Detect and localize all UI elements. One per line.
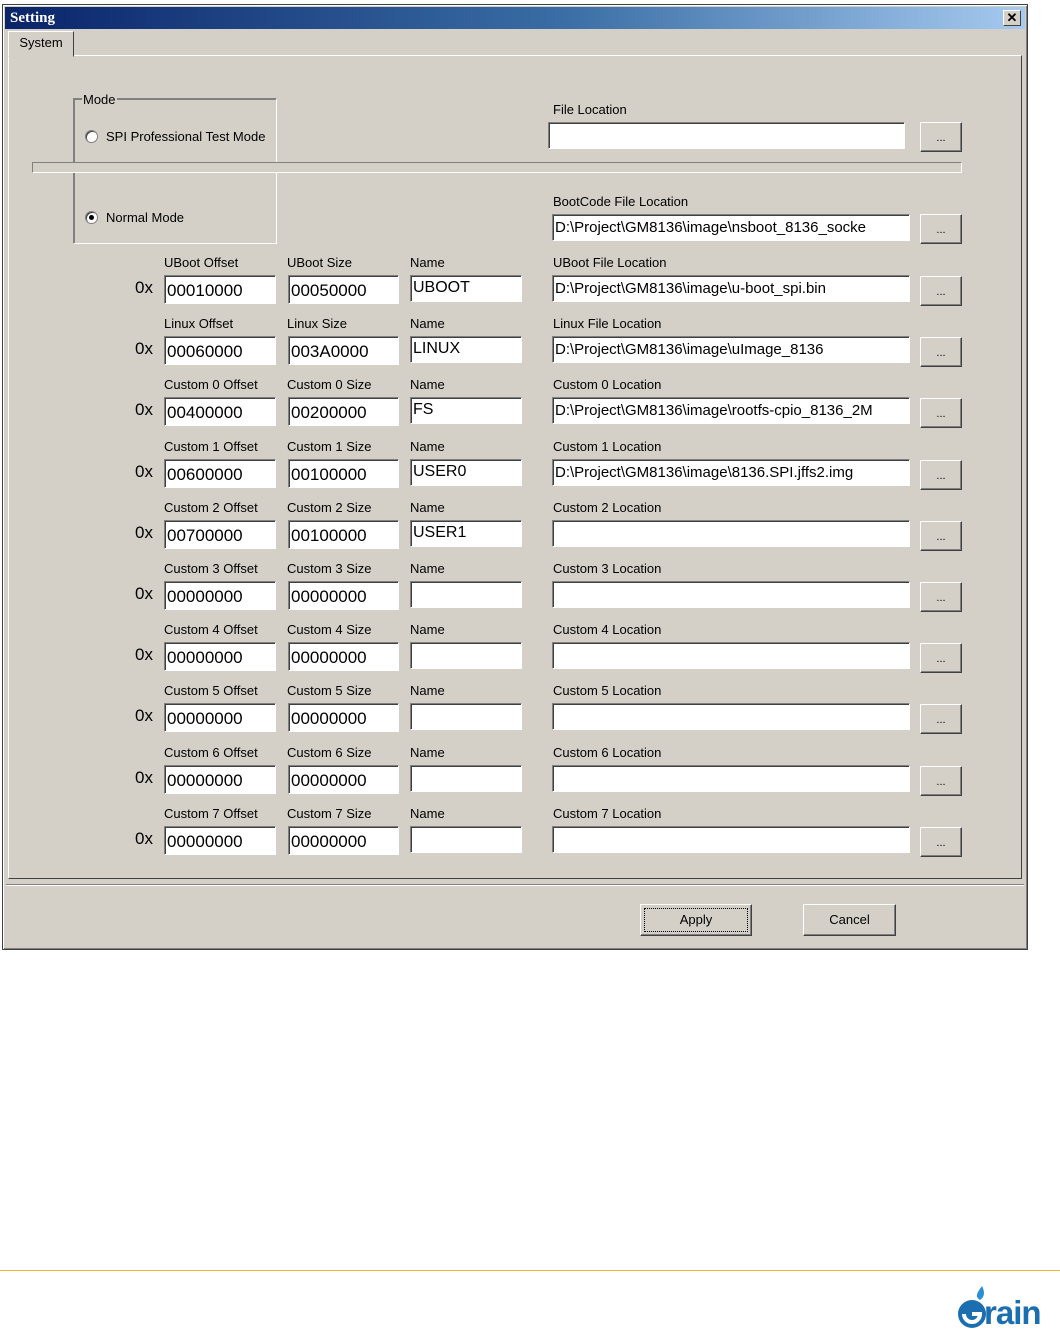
hex-prefix: 0x — [135, 829, 153, 848]
location-input[interactable] — [552, 826, 910, 853]
location-label: Custom 6 Location — [553, 745, 662, 760]
spi-mode-label[interactable]: SPI Professional Test Mode — [106, 129, 266, 144]
location-label: Custom 4 Location — [553, 622, 662, 637]
location-label: Custom 7 Location — [553, 806, 662, 821]
location-label: Custom 2 Location — [553, 500, 662, 515]
size-label: Custom 4 Size — [287, 622, 372, 637]
normal-mode-radio[interactable] — [85, 211, 98, 224]
close-button[interactable]: ✕ — [1003, 10, 1021, 26]
apply-label: Apply — [679, 912, 713, 927]
name-label: Name — [410, 500, 445, 515]
size-label: UBoot Size — [287, 255, 353, 270]
grain-logo-text: rain — [984, 1294, 1041, 1331]
name-label: Name — [410, 561, 445, 576]
size-input[interactable]: 00000000 — [288, 642, 399, 671]
location-input[interactable]: D:\Project\GM8136\image\rootfs-cpio_8136_2M — [552, 397, 910, 424]
size-input[interactable]: 00000000 — [288, 703, 399, 732]
offset-input[interactable]: 00400000 — [164, 397, 276, 426]
apply-focus-rect — [644, 908, 748, 932]
spi-mode-radio[interactable] — [85, 130, 98, 143]
mode-group-label: Mode — [83, 92, 116, 107]
name-label: Name — [410, 683, 445, 698]
name-input[interactable]: LINUX — [410, 336, 522, 363]
location-input[interactable] — [552, 703, 910, 730]
name-input[interactable] — [410, 581, 522, 608]
offset-input[interactable]: 00000000 — [164, 826, 276, 855]
name-label: Name — [410, 439, 445, 454]
file-location-input[interactable] — [548, 122, 905, 149]
location-label: Custom 0 Location — [553, 377, 662, 392]
offset-label: Linux Offset — [164, 316, 234, 331]
size-input[interactable]: 00000000 — [288, 765, 399, 794]
hex-prefix: 0x — [135, 278, 153, 297]
location-browse-button[interactable]: ... — [920, 521, 962, 551]
location-browse-button[interactable]: ... — [920, 704, 962, 734]
size-label: Custom 5 Size — [287, 683, 372, 698]
offset-input[interactable]: 00000000 — [164, 642, 276, 671]
cancel-button[interactable]: Cancel — [803, 904, 896, 936]
title-bar — [5, 7, 1025, 29]
location-browse-button[interactable]: ... — [920, 337, 962, 367]
bootcode-input[interactable]: D:\Project\GM8136\image\nsboot_8136_socke — [552, 214, 910, 241]
location-label: Custom 1 Location — [553, 439, 662, 454]
size-label: Custom 0 Size — [287, 377, 372, 392]
offset-label: UBoot Offset — [164, 255, 239, 270]
bootcode-browse-button[interactable]: ... — [920, 214, 962, 244]
name-input[interactable] — [410, 826, 522, 853]
offset-label: Custom 3 Offset — [164, 561, 258, 576]
location-browse-button[interactable]: ... — [920, 276, 962, 306]
offset-label: Custom 7 Offset — [164, 806, 258, 821]
location-input[interactable]: D:\Project\GM8136\image\uImage_8136 — [552, 336, 910, 363]
file-location-browse-button[interactable]: ... — [920, 122, 962, 152]
window-title: Setting — [10, 10, 55, 26]
location-label: Custom 3 Location — [553, 561, 662, 576]
size-input[interactable]: 003A0000 — [288, 336, 399, 365]
size-label: Custom 7 Size — [287, 806, 372, 821]
offset-input[interactable]: 00010000 — [164, 275, 276, 304]
name-input[interactable] — [410, 642, 522, 669]
offset-input[interactable]: 00060000 — [164, 336, 276, 365]
hex-prefix: 0x — [135, 584, 153, 603]
name-label: Name — [410, 745, 445, 760]
location-browse-button[interactable]: ... — [920, 766, 962, 796]
location-input[interactable] — [552, 520, 910, 547]
apply-button[interactable] — [640, 904, 752, 936]
tab-system[interactable]: System — [8, 31, 74, 57]
name-input[interactable]: UBOOT — [410, 275, 522, 302]
name-label: Name — [410, 316, 445, 331]
location-label: Linux File Location — [553, 316, 662, 331]
offset-label: Custom 5 Offset — [164, 683, 258, 698]
size-label: Custom 6 Size — [287, 745, 372, 760]
offset-label: Custom 1 Offset — [164, 439, 258, 454]
location-label: Custom 5 Location — [553, 683, 662, 698]
hex-prefix: 0x — [135, 768, 153, 787]
hex-prefix: 0x — [135, 645, 153, 664]
size-label: Custom 2 Size — [287, 500, 372, 515]
offset-label: Custom 4 Offset — [164, 622, 258, 637]
size-input[interactable]: 00000000 — [288, 826, 399, 855]
size-input[interactable]: 00100000 — [288, 459, 399, 488]
offset-input[interactable]: 00000000 — [164, 581, 276, 610]
location-browse-button[interactable]: ... — [920, 827, 962, 857]
location-input[interactable]: D:\Project\GM8136\image\u-boot_spi.bin — [552, 275, 910, 302]
hex-prefix: 0x — [135, 523, 153, 542]
location-label: UBoot File Location — [553, 255, 667, 270]
location-browse-button[interactable]: ... — [920, 398, 962, 428]
offset-input[interactable]: 00600000 — [164, 459, 276, 488]
grain-logo — [952, 1284, 1048, 1330]
size-label: Linux Size — [287, 316, 347, 331]
offset-input[interactable]: 00700000 — [164, 520, 276, 549]
bootcode-label: BootCode File Location — [553, 194, 689, 209]
offset-input[interactable]: 00000000 — [164, 703, 276, 732]
name-label: Name — [410, 806, 445, 821]
name-input[interactable] — [410, 703, 522, 730]
file-location-label: File Location — [553, 102, 627, 117]
offset-label: Custom 6 Offset — [164, 745, 258, 760]
name-label: Name — [410, 377, 445, 392]
name-input[interactable]: FS — [410, 397, 522, 424]
size-label: Custom 1 Size — [287, 439, 372, 454]
offset-input[interactable]: 00000000 — [164, 765, 276, 794]
size-input[interactable]: 00000000 — [288, 581, 399, 610]
name-input[interactable]: USER0 — [410, 459, 522, 486]
location-browse-button[interactable]: ... — [920, 460, 962, 490]
hex-prefix: 0x — [135, 462, 153, 481]
location-browse-button[interactable]: ... — [920, 643, 962, 673]
size-input[interactable]: 00050000 — [288, 275, 399, 304]
page-footer-rule — [0, 1270, 1060, 1271]
offset-label: Custom 2 Offset — [164, 500, 258, 515]
location-input[interactable]: D:\Project\GM8136\image\8136.SPI.jffs2.img — [552, 459, 910, 486]
location-input[interactable] — [552, 581, 910, 608]
location-input[interactable] — [552, 642, 910, 669]
name-label: Name — [410, 255, 445, 270]
hex-prefix: 0x — [135, 400, 153, 419]
size-label: Custom 3 Size — [287, 561, 372, 576]
location-input[interactable] — [552, 765, 910, 792]
name-label: Name — [410, 622, 445, 637]
size-input[interactable]: 00100000 — [288, 520, 399, 549]
hex-prefix: 0x — [135, 706, 153, 725]
size-input[interactable]: 00200000 — [288, 397, 399, 426]
footer-separator — [6, 884, 1024, 886]
name-input[interactable]: USER1 — [410, 520, 522, 547]
location-browse-button[interactable]: ... — [920, 582, 962, 612]
hex-prefix: 0x — [135, 339, 153, 358]
normal-mode-label[interactable]: Normal Mode — [106, 210, 185, 225]
separator-line — [32, 162, 962, 173]
name-input[interactable] — [410, 765, 522, 792]
offset-label: Custom 0 Offset — [164, 377, 258, 392]
